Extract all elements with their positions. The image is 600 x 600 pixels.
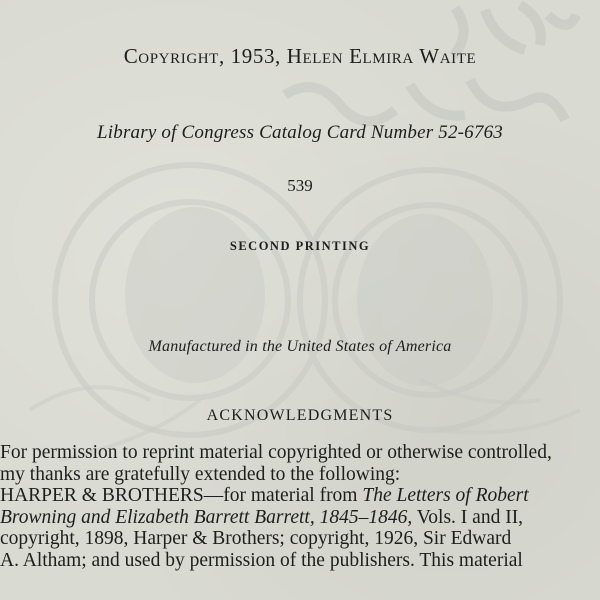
entry-line	[0, 507, 600, 529]
acknowledgment-entry-harper	[0, 485, 600, 571]
manufactured-line: Manufactured in the United States of America	[148, 338, 452, 355]
entry-line: copyright, 1898, Harper & Brothers; copyright, 1926, Sir Edward	[0, 528, 512, 549]
bleed-medallion-left-inner	[92, 202, 288, 398]
acknowledgments-intro	[0, 442, 600, 485]
entry-line	[0, 485, 600, 507]
entry-text: Vols. I and II,	[412, 506, 524, 528]
intro-line: my thanks are gratefully extended to the following:	[0, 463, 401, 485]
intro-line: For permission to reprint material copyrighted or otherwise controlled,	[0, 442, 552, 463]
printing-label: SECOND PRINTING	[229, 239, 371, 253]
entry-line: A. Altham; and used by permission of the publishers. This material	[0, 549, 523, 571]
acknowledgments-heading: ACKNOWLEDGMENTS	[206, 407, 394, 424]
copyright-line: Copyright, 1953, Helen Elmira Waite	[123, 44, 477, 68]
entry-text: —for material from	[203, 485, 363, 506]
bleed-portrait-left	[125, 207, 265, 383]
print-number: 539	[287, 176, 313, 195]
bleed-medallion-right	[300, 170, 560, 430]
bleed-medallion-left	[55, 165, 325, 435]
publisher-name: HARPER & BROTHERS	[0, 485, 204, 506]
bleed-medallion-right-inner	[335, 205, 525, 395]
book-title: The Letters of Robert	[362, 485, 529, 506]
bleed-lettering-mark	[285, 80, 565, 121]
book-title: Browning and Elizabeth Barrett Barrett, 1845–1846,	[0, 506, 413, 528]
catalog-card-number: Library of Congress Catalog Card Number 52-6763	[97, 122, 503, 143]
